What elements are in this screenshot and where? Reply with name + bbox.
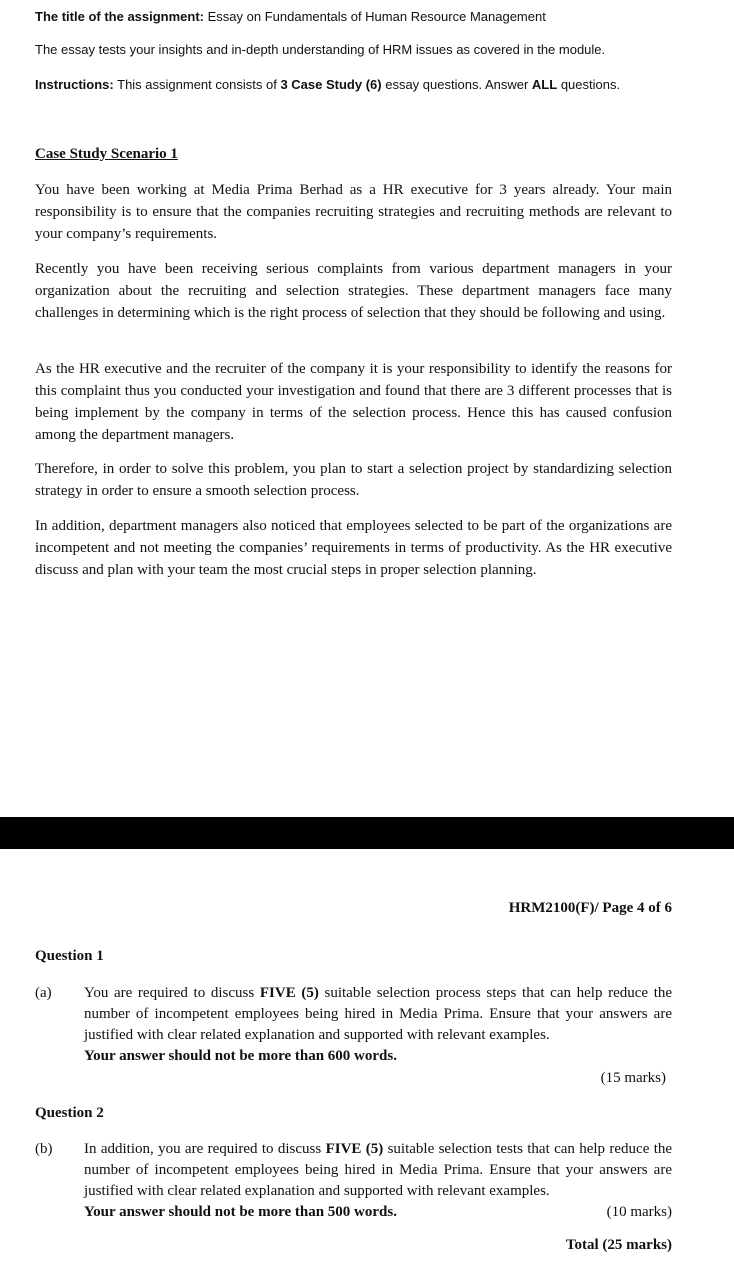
total-marks: Total (25 marks) bbox=[565, 1237, 672, 1253]
assignment-title-value: Essay on Fundamentals of Human Resource Management bbox=[207, 9, 546, 24]
instructions-all: ALL bbox=[531, 77, 558, 92]
question-2-text-pre: In addition, you are required to discuss bbox=[84, 1141, 322, 1157]
instructions-text-pre: This assignment consists of bbox=[117, 77, 277, 92]
question-2-marks: (10 marks) bbox=[606, 1204, 672, 1220]
question-1-text bbox=[84, 983, 672, 1067]
case-paragraph-4: Therefore, in order to solve this problem, you plan to start a selection project by standardizing selection strategy in order to ensure a smooth selection process. bbox=[35, 461, 672, 499]
question-2-heading: Question 2 bbox=[35, 1105, 104, 1121]
question-2-text-post: suitable selection tests that can help reduce the number of incompetent employees being hired in Media Prima. Ensure that your answers are justified with clear related explanation and supported with relevant examples. bbox=[84, 1141, 673, 1199]
instructions-text-mid: essay questions. Answer bbox=[385, 77, 529, 92]
assignment-title-line bbox=[35, 9, 546, 24]
question-2-text-bold: FIVE (5) bbox=[325, 1141, 384, 1157]
question-1-label: (a) bbox=[35, 985, 52, 1001]
assignment-page-bottom bbox=[0, 849, 734, 1280]
assignment-instructions bbox=[35, 77, 620, 92]
case-study-heading: Case Study Scenario 1 bbox=[35, 146, 178, 162]
case-paragraph-3: As the HR executive and the recruiter of the company it is your responsibility to identify the reasons for this complaint thus you conducted your investigation and found that there are 3 different processes that is being implement by the company in terms of the selection process. Hence this has caused confusion among the department managers. bbox=[35, 361, 672, 443]
question-1-heading: Question 1 bbox=[35, 948, 104, 964]
page-divider-bar bbox=[0, 817, 734, 849]
question-1-marks: (15 marks) bbox=[600, 1070, 666, 1086]
case-paragraph-2: Recently you have been receiving serious complaints from various department managers in your organization about the recruiting and selection strategies. These department managers face many challenges in determining which is the right process of selection that they should be following and using. bbox=[35, 261, 672, 321]
assignment-description: The essay tests your insights and in-depth understanding of HRM issues as covered in the module. bbox=[35, 42, 606, 57]
question-2-word-limit: Your answer should not be more than 500 words. bbox=[84, 1204, 397, 1220]
instructions-count: 3 Case Study (6) bbox=[280, 77, 382, 92]
question-1-text-bold: FIVE (5) bbox=[259, 985, 319, 1001]
instructions-text-end: questions. bbox=[560, 77, 621, 92]
question-1-word-limit: Your answer should not be more than 600 words. bbox=[84, 1048, 397, 1064]
case-paragraph-1: You have been working at Media Prima Berhad as a HR executive for 3 years already. Your main responsibility is to ensure that the companies recruiting strategies and recruiting methods are relevant to your company’s requirements. bbox=[35, 182, 672, 242]
case-paragraph-5: In addition, department managers also noticed that employees selected to be part of the organizations are incompetent and not meeting the companies’ requirements in terms of productivity. As the HR executive discuss and plan with your team the most crucial steps in proper selection planning. bbox=[35, 518, 672, 578]
question-1-text-pre: You are required to discuss bbox=[84, 985, 255, 1001]
instructions-label: Instructions: bbox=[35, 77, 114, 92]
page-reference: HRM2100(F)/ Page 4 of 6 bbox=[508, 900, 672, 916]
question-1-text-post: suitable selection process steps that can help reduce the number of incompetent employees being hired in Media Prima. Ensure that your answers are justified with clear related explanation and supported with relevant examples. bbox=[84, 985, 673, 1043]
question-2-text bbox=[84, 1139, 672, 1202]
assignment-title-label: The title of the assignment: bbox=[35, 9, 205, 24]
question-2-label: (b) bbox=[35, 1141, 53, 1157]
